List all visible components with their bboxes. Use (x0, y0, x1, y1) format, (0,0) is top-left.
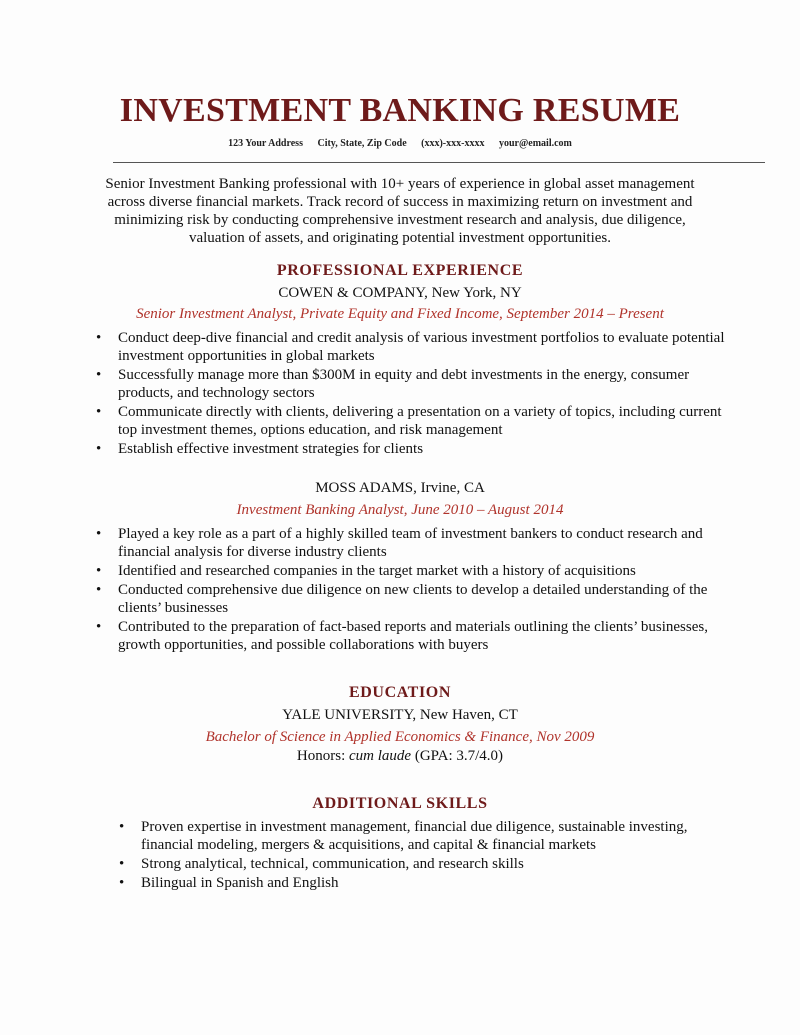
contact-city: City, State, Zip Code (317, 138, 407, 149)
bullet-text: Contributed to the preparation of fact-based reports and materials outlining the clients’ businesses, growth opportunities, and possible collaborations with buyers (118, 619, 708, 653)
resume-title: INVESTMENT BANKING RESUME (119, 92, 681, 129)
skills-bullet-list (119, 818, 721, 892)
job-bullet-list (96, 329, 728, 458)
contact-email: your@email.com (498, 138, 572, 149)
list-item: • Communicate directly with clients, delivering a presentation on a variety of topics, including current top investment themes, options education, and risk management (96, 404, 722, 438)
header-divider (113, 162, 765, 163)
bullet-text: Bilingual in Spanish and English (141, 875, 339, 891)
list-item: • Bilingual in Spanish and English (119, 875, 339, 891)
list-item: • Strong analytical, technical, communication, and research skills (119, 856, 524, 872)
contact-phone: (xxx)-xxx-xxxx (421, 138, 485, 149)
list-item: • Played a key role as a part of a highly skilled team of investment bankers to conduct research and financial analysis for diverse industry clients (96, 526, 703, 560)
list-item: • Conduct deep-dive financial and credit analysis of various investment portfolios to evaluate potential investment opportunities in global markets (96, 330, 725, 364)
skills-heading: ADDITIONAL SKILLS (312, 795, 488, 812)
bullet-text: Identified and researched companies in the target market with a history of acquisitions (118, 563, 636, 579)
bullet-text: Communicate directly with clients, delivering a presentation on a variety of topics, including current top investment themes, options education, and risk management (118, 404, 722, 438)
bullet-text: Conduct deep-dive financial and credit analysis of various investment portfolios to evaluate potential investment opportunities in global markets (118, 330, 725, 364)
education-honors (0, 748, 800, 765)
gpa-text: (GPA: 3.7/4.0) (411, 748, 504, 764)
summary-paragraph: Senior Investment Banking professional with 10+ years of experience in global asset management across diverse financial markets. Track record of success in maximizing return on investment and minimizing risk by conducting comprehensive investment research and analysis, due diligence, valuation of assets, and originating potential investment opportunities. (105, 176, 695, 246)
bullet-text: Successfully manage more than $300M in equity and debt investments in the energy, consumer products, and technology sectors (118, 367, 690, 401)
education-heading: EDUCATION (348, 684, 451, 701)
contact-address: 123 Your Address (228, 138, 303, 149)
education-school: YALE UNIVERSITY, New Haven, CT (282, 707, 518, 723)
bullet-text: Strong analytical, technical, communication, and research skills (141, 856, 524, 872)
education-degree: Bachelor of Science in Applied Economics & Finance, Nov 2009 (205, 729, 595, 745)
honors-value: cum laude (349, 748, 412, 764)
bullet-text: Establish effective investment strategies for clients (118, 441, 424, 457)
job-company: MOSS ADAMS, Irvine, CA (315, 480, 485, 496)
list-item: • Successfully manage more than $300M in equity and debt investments in the energy, consumer products, and technology sectors (96, 367, 690, 401)
job-role: Investment Banking Analyst, June 2010 – August 2014 (236, 502, 564, 518)
list-item: • Establish effective investment strategies for clients (96, 441, 424, 457)
experience-heading: PROFESSIONAL EXPERIENCE (276, 262, 524, 279)
bullet-text: Played a key role as a part of a highly skilled team of investment bankers to conduct research and financial analysis for diverse industry clients (118, 526, 703, 560)
job-company: COWEN & COMPANY, New York, NY (278, 285, 522, 301)
contact-line (0, 138, 800, 149)
job-role: Senior Investment Analyst, Private Equity and Fixed Income, September 2014 – Present (136, 306, 664, 322)
list-item: • Contributed to the preparation of fact-based reports and materials outlining the clients’ businesses, growth opportunities, and possible collaborations with buyers (96, 619, 708, 653)
honors-label: Honors: (296, 748, 350, 764)
bullet-text: Proven expertise in investment management, financial due diligence, sustainable investing, financial modeling, mergers & acquisitions, and capital & financial markets (141, 819, 688, 853)
list-item: • Proven expertise in investment management, financial due diligence, sustainable investing, financial modeling, mergers & acquisitions, and capital & financial markets (119, 819, 688, 853)
job-bullet-list (96, 525, 718, 654)
list-item: • Conducted comprehensive due diligence on new clients to develop a detailed understanding of the clients’ businesses (96, 582, 708, 616)
bullet-text: Conducted comprehensive due diligence on new clients to develop a detailed understanding of the clients’ businesses (118, 582, 708, 616)
list-item: • Identified and researched companies in the target market with a history of acquisitions (96, 563, 636, 579)
